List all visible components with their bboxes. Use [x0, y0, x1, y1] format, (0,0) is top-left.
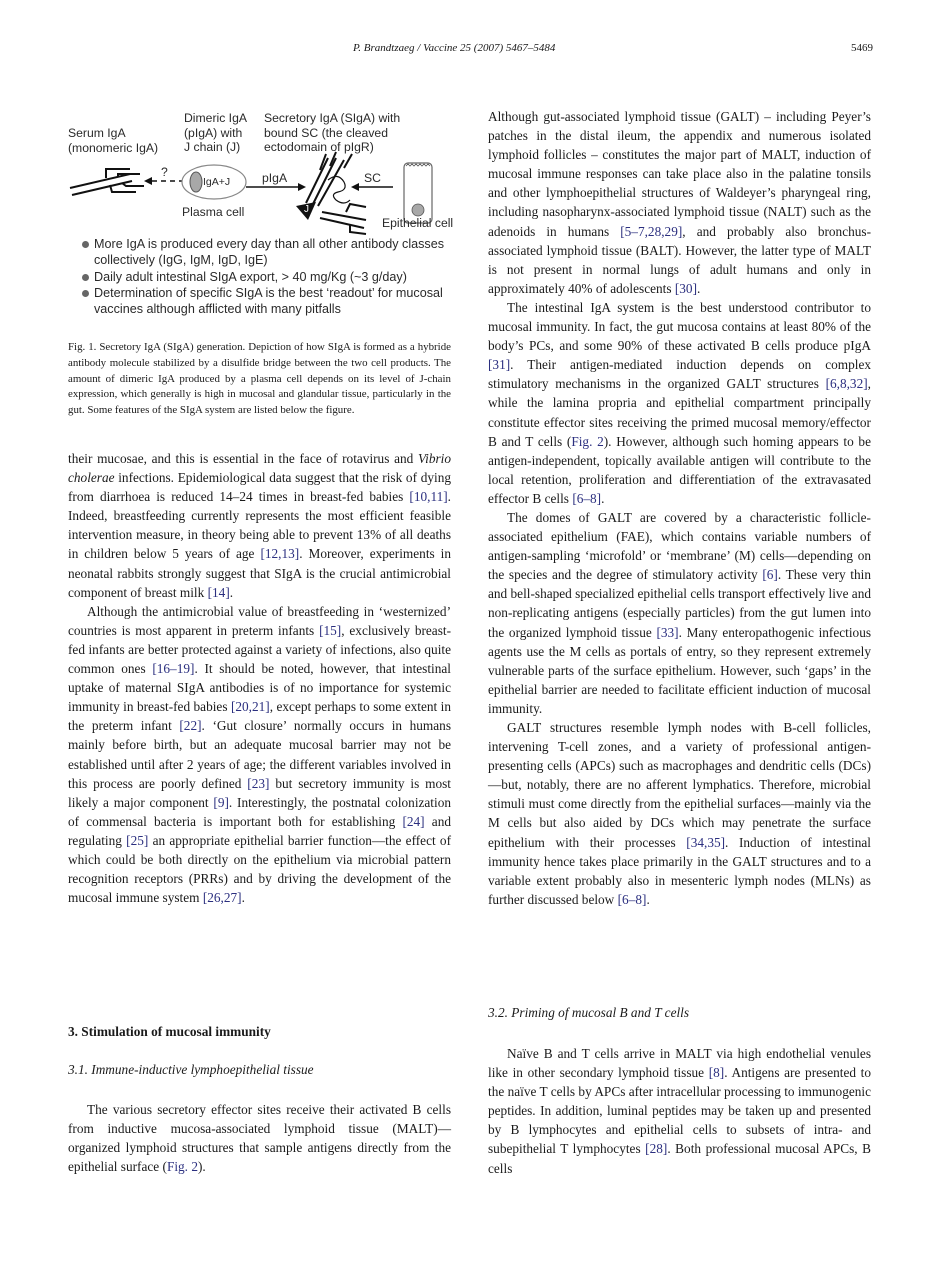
- citation-link[interactable]: [23]: [247, 775, 270, 791]
- label-plasma-cell: Plasma cell: [182, 205, 245, 219]
- figure-bullet: Daily adult intestinal SIgA export, > 40 mg/Kg (~3 g/day): [82, 269, 452, 285]
- citation-link[interactable]: [16–19]: [152, 661, 195, 677]
- label-secretory-iga: Secretory IgA (SIgA) with bound SC (the cleaved ectodomain of pIgR): [264, 111, 401, 154]
- paragraph: The domes of GALT are covered by a characteristic follicle-associated epithelium (FAE), which contains variable numbers of antigen-sampling ‘microfold’ or ‘membrane’ (M) cells—depending on the species and the degree of stimulatory activity [6]. These very thin and bell-shaped specialized epithelial cells transport effectively live and non-replicating antigens (especially particles) from the gut lumen into the organized lymphoid tissue [33]. Many enteropathogenic infectious agents use the M cells as portals of entry, so they represent extremely vulnerable parts of the surface epithelium. However, such ‘gaps’ in the epithelial barrier are needed to facilitate efficient induction of mucosal immunity.: [488, 509, 872, 716]
- citation-link[interactable]: [8]: [708, 1065, 725, 1081]
- label-epithelial-cell: Epithelial cell: [382, 216, 454, 230]
- label-dimeric-iga: Dimeric IgA (pIgA) with J chain (J): [184, 111, 247, 154]
- figure-bullet: Determination of specific SIgA is the best ‘readout’ for mucosal vaccines although afflicted with many pitfalls: [82, 285, 452, 318]
- citation-link[interactable]: [5–7,28,29]: [620, 223, 683, 239]
- figure-1: [66, 108, 456, 326]
- label-iga-j: IgA+J: [203, 176, 231, 188]
- monomeric-iga-icon: [70, 169, 144, 195]
- secretory-iga-icon: [306, 152, 366, 234]
- citation-link[interactable]: [28]: [645, 1141, 668, 1157]
- citation-link[interactable]: [22]: [179, 718, 202, 734]
- figure-caption: Fig. 1. Secretory IgA (SIgA) generation. Depiction of how SIgA is formed as a hybride antibody molecule stabilized by a disulfide bridge between the two cell products. The amount of dimeric IgA produced by a plasma cell depends on its level of J-chain expression, which generally is high in mucosal and glandular tissue, particularly in the gut. Some features of the SIgA system are listed below the figure.: [68, 341, 451, 417]
- paragraph: Naïve B and T cells arrive in MALT via high endothelial venules like in other secondary lymphoid tissue [8]. Antigens are presented to the naïve T cells by APCs after intracellular processing to immunogenic peptides. In addition, luminal peptides may be taken up and presented by B lymphocytes and epithelial cells to subsets of intra- and subepithelial T lymphocytes [28]. Both professional mucosal APCs, B cells: [488, 1046, 871, 1176]
- paragraph: The intestinal IgA system is the best understood contributor to mucosal immunity. In fact, the gut mucosa contains at least 80% of the body’s PCs, and some 90% of these activated B cells produce pIgA [31]. Their antigen-mediated induction depends on complex stimulatory mechanisms in the organized GALT structures [6,8,32], while the lamina propria and epithelial compartment principally constitute effector sites receiving the primed mucosal memory/effector B and T cells (Fig. 2). However, although such homing appears to be antigen-independent, topically available antigen will contribute to the local retention, proliferation and differentiation of the extravasated effector B cells [6–8].: [488, 299, 871, 506]
- subsection-heading-3-2: 3.2. Priming of mucosal B and T cells: [488, 1005, 690, 1020]
- label-j: J: [304, 204, 309, 215]
- citation-link[interactable]: [6–8]: [617, 891, 647, 907]
- label-sc: SC: [364, 171, 381, 185]
- figure-bullet-list: [82, 236, 452, 317]
- right-column-body: [488, 107, 871, 909]
- citation-link[interactable]: [6,8,32]: [825, 376, 868, 392]
- label-serum-iga: Serum IgA (monomeric IgA): [68, 126, 159, 155]
- page-number: 5469: [851, 42, 873, 54]
- journal-citation: P. Brandtzaeg / Vaccine 25 (2007) 5467–5484: [353, 42, 556, 54]
- citation-link[interactable]: [20,21]: [230, 699, 270, 715]
- label-question-mark: ?: [161, 165, 168, 179]
- citation-link[interactable]: [9]: [213, 794, 229, 810]
- running-head: [353, 42, 873, 58]
- citation-link[interactable]: [25]: [126, 832, 149, 848]
- figure-link[interactable]: Fig. 2: [166, 1159, 198, 1175]
- section-heading-3: 3. Stimulation of mucosal immunity: [68, 1024, 271, 1039]
- paragraph: The various secretory effector sites receive their activated B cells from inductive mucosa-associated lymphoid tissue (MALT)—organized lymphoid structures that sample antigens directly from the epithelial surface (Fig. 2).: [68, 1102, 451, 1175]
- paragraph: their mucosae, and this is essential in the face of rotavirus and Vibrio cholerae infections. Epidemiological data suggest that the risk of dying from diarrhoea is reduced 14–24 times in breast-fed babies [10,11]. Indeed, breastfeeding currently represents the most efficient feasible intervention measure, in theory being able to prevent 13% of all deaths in children below 5 years of age [12,13]. Moreover, experiments in neonatal rabbits strongly suggest that SIgA is the crucial antimicrobial component of breast milk [14].: [68, 451, 451, 600]
- citation-link[interactable]: [6]: [762, 567, 778, 583]
- paragraph: GALT structures resemble lymph nodes with B-cell follicles, intervening T-cell zones, and a variety of professional antigen-presenting cells (APCs) such as macrophages and dendritic cells (DCs)—but, notably, there are no afferent lymphatics. Therefore, microbial stimuli must come directly from the epithelial surfaces—mainly via the M cells but also aided by DCs which may penetrate the surface epithelium with their processes [34,35]. Induction of intestinal immunity hence takes place primarily in the GALT structures and to a variable extent probably also in mesenteric lymph nodes (MLNs) as further discussed below [6–8].: [488, 720, 871, 907]
- citation-link[interactable]: [10,11]: [409, 489, 448, 505]
- figure-link[interactable]: Fig. 2: [571, 433, 604, 449]
- citation-link[interactable]: [12,13]: [260, 546, 300, 562]
- citation-link[interactable]: [24]: [402, 813, 425, 829]
- paragraph: Although gut-associated lymphoid tissue (GALT) – including Peyer’s patches in the distal ileum, the appendix and numerous isolated lymphoid follicles – constitutes the major part of MALT, induction of mucosal immune responses can take place also in the palatine tonsils and other lymphoepithelial structures of Waldeyer’s pharyngeal ring, including nasopharynx-associated lymphoid tissue (NALT) such as the adenoids in humans [5–7,28,29], and probably also bronchus-associated lymphoid tissue (BALT). However, the latter type of MALT is not present in normal lungs of adult humans and only in approximately 40% of adolescents [30].: [488, 109, 871, 296]
- label-piga: pIgA: [262, 171, 288, 185]
- paragraph: Although the antimicrobial value of breastfeeding in ‘westernized’ countries is most apparent in preterm infants [15], exclusively breast-fed infants are better protected against a variety of infections, also quite common ones [16–19]. It should be noted, however, that intestinal uptake of maternal SIgA antibodies is of no importance for systemic immunity in breast-fed babies [20,21], except perhaps to some extent in the preterm infant [22]. ‘Gut closure’ normally occurs in humans mainly before birth, but an adequate mucosal barrier may not be established until after 2 years of age; the different variables involved in this process are poorly defined [23] but secretory immunity is most likely a major component [9]. Interestingly, the postnatal colonization of commensal bacteria is important both for establishing [24] and regulating [25] an appropriate epithelial barrier function—the effect of which could be both directly on the epithelium via microbial pattern recognition receptors (PRRs) and by driving the development of the mucosal immune system [26,27].: [68, 603, 452, 906]
- citation-link[interactable]: [15]: [319, 622, 342, 638]
- left-column-body: [68, 449, 451, 907]
- citation-link[interactable]: [34,35]: [686, 834, 726, 850]
- left-column-section-3-1: [68, 1100, 451, 1176]
- right-column-section-3-2: [488, 1044, 871, 1178]
- citation-link[interactable]: [6–8]: [572, 490, 602, 506]
- subsection-heading-3-1: 3.1. Immune-inductive lymphoepithelial tissue: [68, 1062, 314, 1077]
- citation-link[interactable]: [26,27]: [202, 890, 242, 906]
- citation-link[interactable]: [33]: [656, 624, 679, 640]
- citation-link[interactable]: [31]: [488, 357, 511, 373]
- figure-bullet: More IgA is produced every day than all other antibody classes collectively (IgG, IgM, IgD, IgE): [82, 236, 452, 269]
- citation-link[interactable]: [30]: [674, 280, 697, 296]
- citation-link[interactable]: [14]: [207, 584, 230, 600]
